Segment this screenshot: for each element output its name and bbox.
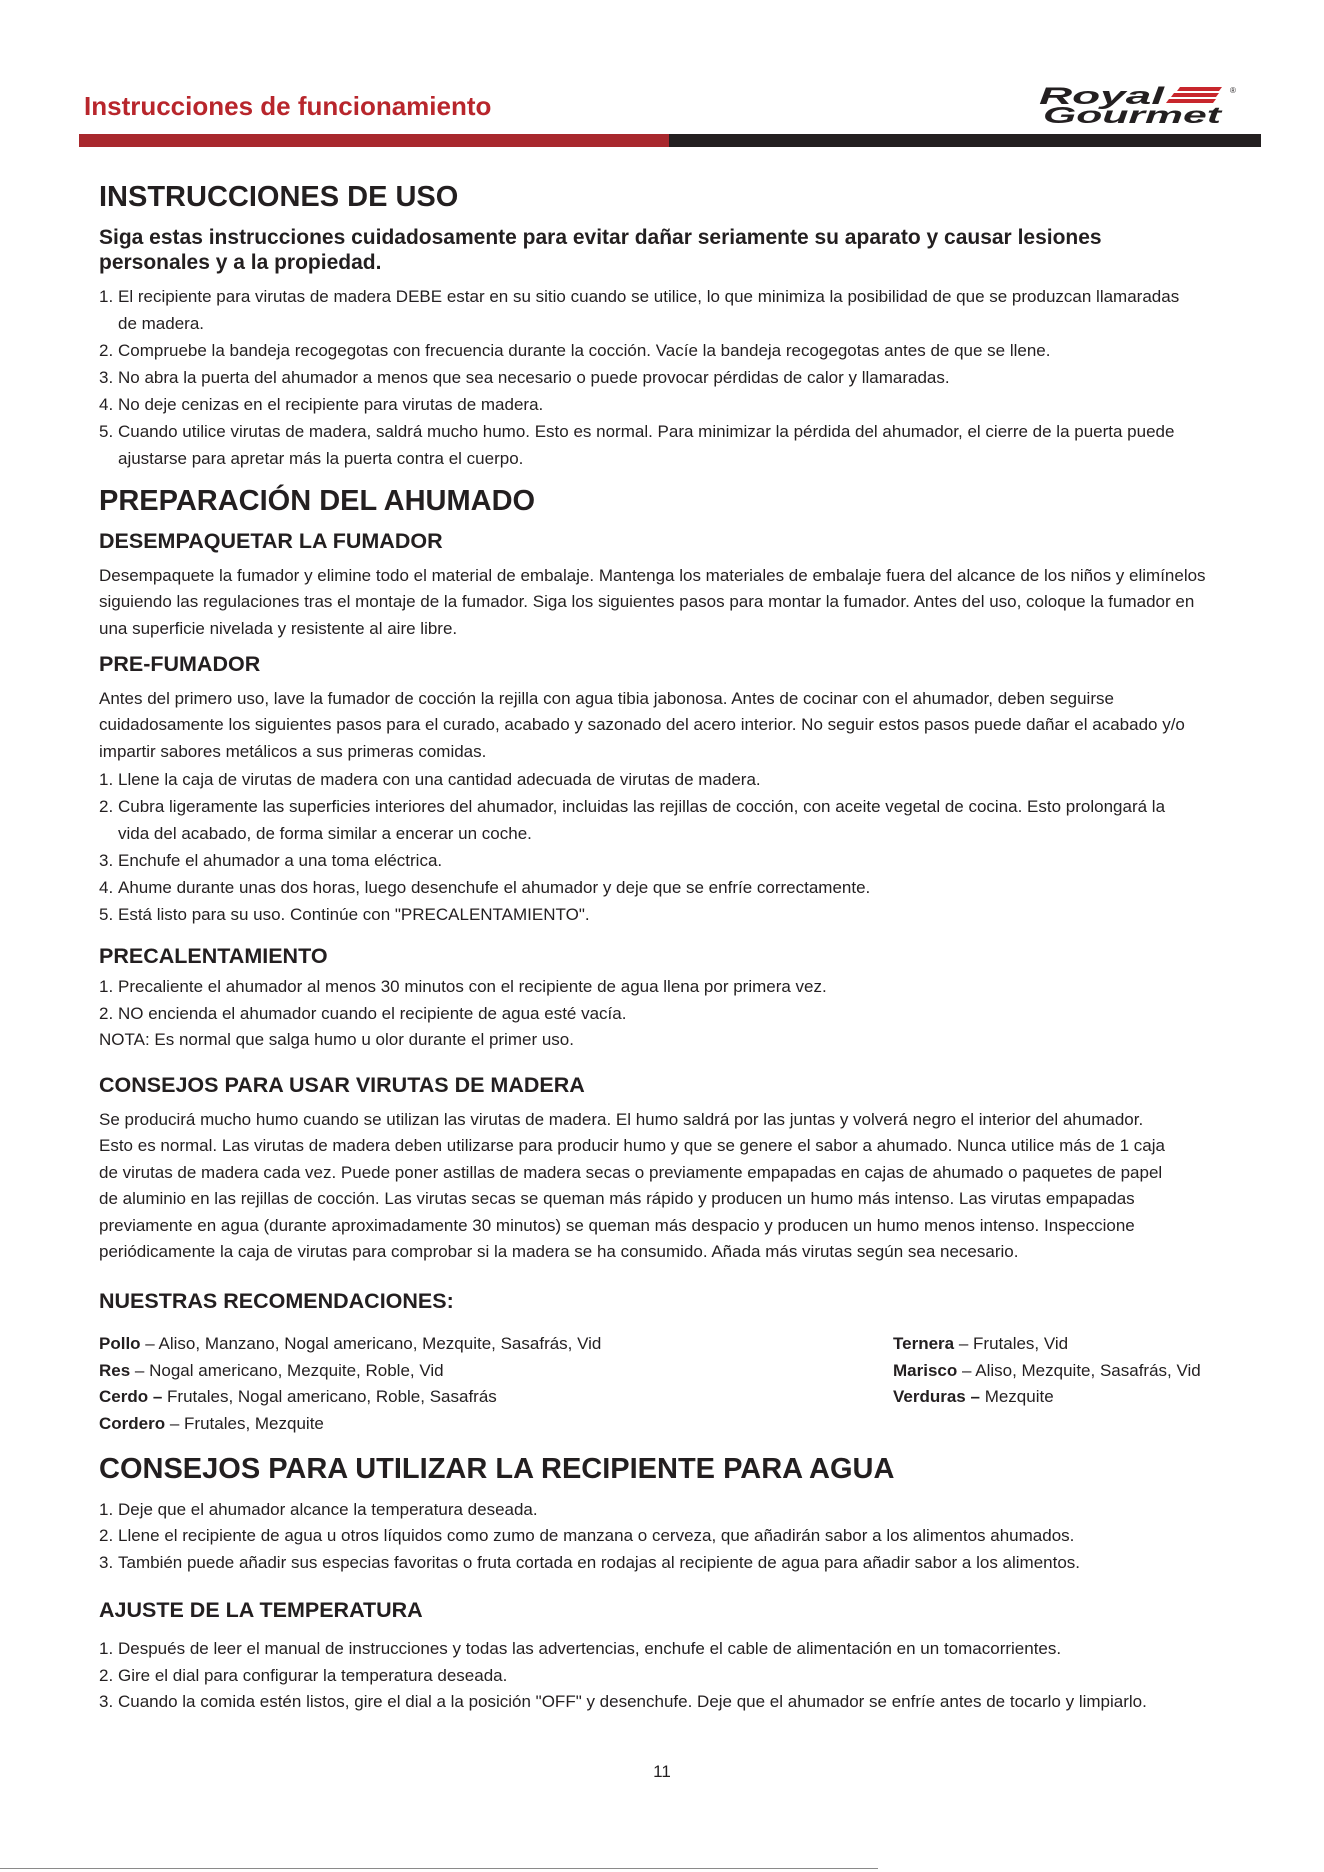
- list-item: [99, 1001, 827, 1028]
- text-line: Se producirá mucho humo cuando se utilizan las virutas de madera. El humo saldrá por las juntas y volverá negro el interior del ahumador.: [99, 1110, 1144, 1129]
- text-line: No deje cenizas en el recipiente para virutas de madera.: [118, 395, 544, 414]
- list-number: 1.: [99, 1500, 114, 1519]
- list-item-text: [118, 391, 543, 418]
- text-line: También puede añadir sus especias favoritas o fruta cortada en rodajas al recipiente de agua para añadir sabor a los alimentos.: [118, 1552, 1081, 1572]
- text-line: una superficie nivelada y resistente al aire libre.: [99, 618, 458, 638]
- list-number: 2.: [99, 1003, 114, 1023]
- logo-royal-text: Royal: [1039, 84, 1167, 110]
- list-number: 3.: [99, 368, 114, 387]
- list-item-text: [118, 874, 870, 901]
- text-line: Cuando utilice virutas de madera, saldrá mucho humo. Esto es normal. Para minimizar la pérdida del ahumador, el cierre de la puerta puede: [118, 422, 1175, 441]
- list-item-text: [118, 1523, 1074, 1549]
- registered-mark: ®: [1230, 86, 1236, 95]
- list-item: [99, 1523, 1080, 1549]
- text-line: Esto es normal. Las virutas de madera deben utilizarse para producir humo y que se genere el sabor a ahumado. Nunca utilice más de 1 caja: [99, 1136, 1165, 1156]
- list-number: 2.: [99, 341, 114, 360]
- text-line: impartir sabores metálicos a sus primeras comidas.: [99, 741, 487, 761]
- paragraph-consejos-virutas: [99, 1107, 1165, 1265]
- logo-red-stripes: [1166, 87, 1222, 103]
- recommendation-label: Res: [99, 1360, 131, 1380]
- list-number: 2.: [99, 797, 114, 816]
- list-item: [99, 1550, 1080, 1576]
- list-number: 1.: [99, 770, 114, 789]
- list-item: [99, 766, 1165, 793]
- list-item-text: [118, 1001, 626, 1028]
- list-item: [99, 1663, 1147, 1690]
- page-number: 11: [653, 1762, 671, 1781]
- list-number: 1.: [99, 1639, 114, 1658]
- text-line: Enchufe el ahumador a una toma eléctrica.: [118, 851, 443, 870]
- text-line: Llene la caja de virutas de madera con una cantidad adecuada de virutas de madera.: [118, 770, 761, 789]
- list-item-text: [118, 1689, 1147, 1716]
- warning-line: personales y a la propiedad.: [99, 251, 382, 274]
- list-item-text: [118, 901, 590, 928]
- header-divider-red-segment: [79, 134, 669, 147]
- precalentamiento-list: [99, 974, 827, 1054]
- text-line: Ahume durante unas dos horas, luego desenchufe el ahumador y deje que se enfríe correctamente.: [118, 878, 871, 897]
- text-line: Cuando la comida estén listos, gire el dial a la posición "OFF" y desenchufe. Deje que el ahumador se enfríe antes de tocarlo y limpiarlo.: [118, 1692, 1147, 1711]
- text-line: cuidadosamente los siguientes pasos para el curado, acabado y sazonado del acero interior. No seguir estos pasos puede dañar el acabado y/o: [99, 715, 1185, 735]
- recommendations-right-column: [893, 1331, 1201, 1411]
- text-line: Desempaquete la fumador y elimine todo el material de embalaje. Mantenga los materiales de embalaje fuera del alcance de los niños y elimínelos: [99, 566, 1206, 585]
- section-title-preparacion: PREPARACIÓN DEL AHUMADO: [99, 485, 536, 517]
- text-line: Cubra ligeramente las superficies interiores del ahumador, incluidas las rejillas de cocción, con aceite vegetal de cocina. Esto prolongará la: [118, 797, 1166, 816]
- recommendation-ternera: [893, 1331, 1201, 1358]
- list-number: 5.: [99, 422, 114, 441]
- list-item: [99, 364, 1179, 391]
- list-number: 5.: [99, 905, 114, 924]
- list-item: [99, 1689, 1147, 1716]
- text-line: vida del acabado, de forma similar a encerar un coche.: [118, 824, 532, 843]
- text-line: Gire el dial para configurar la temperatura deseada.: [118, 1665, 508, 1685]
- list-item: [99, 901, 1165, 928]
- paragraph-desempaquetar: [99, 563, 1206, 642]
- recommendation-label: Marisco: [893, 1360, 958, 1380]
- list-item-text: [118, 418, 1174, 472]
- text-line: Antes del primero uso, lave la fumador de cocción la rejilla con agua tibia jabonosa. Antes de cocinar con el ahumador, deben seguirse: [99, 689, 1114, 708]
- logo-gourmet-text: Gourmet: [1043, 102, 1224, 128]
- list-item-text: [118, 283, 1179, 337]
- recommendation-res: [99, 1358, 601, 1385]
- note-text: NOTA: Es normal que salga humo u olor durante el primer uso.: [99, 1030, 574, 1049]
- list-number: 1.: [99, 287, 114, 306]
- list-item-text: [118, 1636, 1061, 1663]
- list-item-text: [118, 974, 827, 1001]
- header-divider-bar: [79, 134, 1261, 147]
- subheading-pre-fumador: PRE-FUMADOR: [99, 652, 261, 676]
- safety-warning: [99, 225, 1102, 275]
- royal-gourmet-logo: [1038, 84, 1242, 128]
- text-line: de madera.: [118, 314, 204, 333]
- text-line: Deje que el ahumador alcance la temperatura deseada.: [118, 1500, 538, 1519]
- text-line: No abra la puerta del ahumador a menos que sea necesario o puede provocar pérdidas de calor y llamaradas.: [118, 368, 950, 387]
- list-number: 2.: [99, 1526, 114, 1546]
- recommendation-label: Cerdo –: [99, 1387, 163, 1407]
- list-number: 4.: [99, 878, 114, 897]
- subheading-ajuste-temperatura: AJUSTE DE LA TEMPERATURA: [99, 1598, 423, 1622]
- text-line: de virutas de madera cada vez. Puede poner astillas de madera secas o previamente empapadas en cajas de ahumado o paquetes de papel: [99, 1162, 1163, 1182]
- page-header-title: Instrucciones de funcionamiento: [84, 91, 492, 121]
- list-item-text: [118, 337, 1051, 364]
- list-item: [99, 1497, 1080, 1523]
- list-number: 3.: [99, 1552, 114, 1572]
- text-line: Compruebe la bandeja recogegotas con frecuencia durante la cocción. Vacíe la bandeja recogegotas antes de que se llene.: [118, 341, 1051, 360]
- recommendation-cordero: [99, 1411, 601, 1438]
- text-line: previamente en agua (durante aproximadamente 30 minutos) se queman más despacio y producen un humo menos intenso. Inspeccione: [99, 1215, 1135, 1235]
- recommendation-marisco: [893, 1358, 1201, 1385]
- recommendations-left-column: [99, 1331, 601, 1438]
- warning-line: Siga estas instrucciones cuidadosamente para evitar dañar seriamente su aparato y causar lesiones: [99, 226, 1102, 249]
- list-item: [99, 418, 1179, 472]
- list-item-text: [118, 847, 442, 874]
- text-line: periódicamente la caja de virutas para comprobar si la madera se ha consumido. Añada más virutas según sea necesario.: [99, 1242, 1019, 1262]
- list-number: 3.: [99, 851, 114, 870]
- text-line: El recipiente para virutas de madera DEBE estar en su sitio cuando se utilice, lo que minimiza la posibilidad de que se produzcan llamaradas: [118, 287, 1180, 306]
- text-line: siguiendo las regulaciones tras el montaje de la fumador. Siga los siguientes pasos para montar la fumador. Antes del uso, coloque la fumador en: [99, 592, 1195, 612]
- recommendation-label: Ternera: [893, 1334, 955, 1353]
- subheading-precalentamiento: PRECALENTAMIENTO: [99, 944, 328, 968]
- text-line: Después de leer el manual de instrucciones y todas las advertencias, enchufe el cable de alimentación en un tomacorrientes.: [118, 1639, 1062, 1658]
- recommendation-woods: – Frutales, Mezquite: [169, 1414, 324, 1434]
- list-item: [99, 793, 1165, 847]
- recommendation-label: Cordero: [99, 1414, 166, 1434]
- water-pan-tips-list: [99, 1497, 1080, 1576]
- list-item: [99, 1636, 1147, 1663]
- list-item: [99, 874, 1165, 901]
- recommendation-woods: – Aliso, Manzano, Nogal americano, Mezquite, Sasafrás, Vid: [145, 1334, 602, 1353]
- paragraph-pre-fumador: [99, 686, 1185, 765]
- section-title-instrucciones-de-uso: INSTRUCCIONES DE USO: [99, 181, 459, 213]
- recommendation-pollo: [99, 1331, 601, 1358]
- list-number: 4.: [99, 395, 114, 414]
- list-item-text: [118, 1497, 538, 1523]
- text-line: NO encienda el ahumador cuando el recipiente de agua esté vacía.: [118, 1003, 627, 1023]
- list-item-text: [118, 1550, 1080, 1576]
- list-item-text: [118, 766, 761, 793]
- text-line: Llene el recipiente de agua u otros líquidos como zumo de manzana o cerveza, que añadirán sabor a los alimentos ahumados.: [118, 1526, 1075, 1546]
- list-item-text: [118, 364, 950, 391]
- pre-fumador-steps-list: [99, 766, 1165, 928]
- recommendation-woods: – Nogal americano, Mezquite, Roble, Vid: [134, 1360, 444, 1380]
- subheading-desempaquetar: DESEMPAQUETAR LA FUMADOR: [99, 529, 443, 553]
- list-item: [99, 847, 1165, 874]
- list-item: [99, 283, 1179, 337]
- section-title-recipiente-agua: CONSEJOS PARA UTILIZAR LA RECIPIENTE PARA AGUA: [99, 1453, 895, 1485]
- list-item: [99, 391, 1179, 418]
- subheading-recomendaciones: NUESTRAS RECOMENDACIONES:: [99, 1289, 454, 1313]
- list-number: 3.: [99, 1692, 114, 1711]
- list-item: [99, 337, 1179, 364]
- text-line: de aluminio en las rejillas de cocción. Las virutas secas se queman más rápido y producen un humo más intenso. Las virutas empapadas: [99, 1189, 1135, 1209]
- list-item-text: [118, 793, 1165, 847]
- list-item: [99, 974, 827, 1001]
- list-number: 1.: [99, 977, 114, 996]
- list-number: 2.: [99, 1665, 114, 1685]
- bottom-rule: [0, 1868, 878, 1869]
- recommendation-woods: – Aliso, Mezquite, Sasafrás, Vid: [961, 1360, 1201, 1380]
- text-line: ajustarse para apretar más la puerta contra el cuerpo.: [118, 449, 524, 468]
- subheading-consejos-virutas: CONSEJOS PARA USAR VIRUTAS DE MADERA: [99, 1073, 585, 1097]
- temperature-adjust-list: [99, 1636, 1147, 1716]
- text-line: Precaliente el ahumador al menos 30 minutos con el recipiente de agua llena por primera vez.: [118, 977, 827, 996]
- recommendation-cerdo: [99, 1384, 601, 1411]
- text-line: Está listo para su uso. Continúe con "PRECALENTAMIENTO".: [118, 905, 590, 924]
- recommendation-label: Pollo: [99, 1334, 141, 1353]
- recommendation-verduras: [893, 1384, 1201, 1411]
- recommendation-label: Verduras –: [893, 1387, 980, 1407]
- recommendation-woods: Mezquite: [984, 1387, 1054, 1407]
- usage-instructions-list: [99, 283, 1179, 472]
- list-item-text: [118, 1663, 507, 1690]
- recommendation-woods: Frutales, Nogal americano, Roble, Sasafrás: [167, 1387, 497, 1407]
- recommendation-woods: – Frutales, Vid: [958, 1334, 1069, 1353]
